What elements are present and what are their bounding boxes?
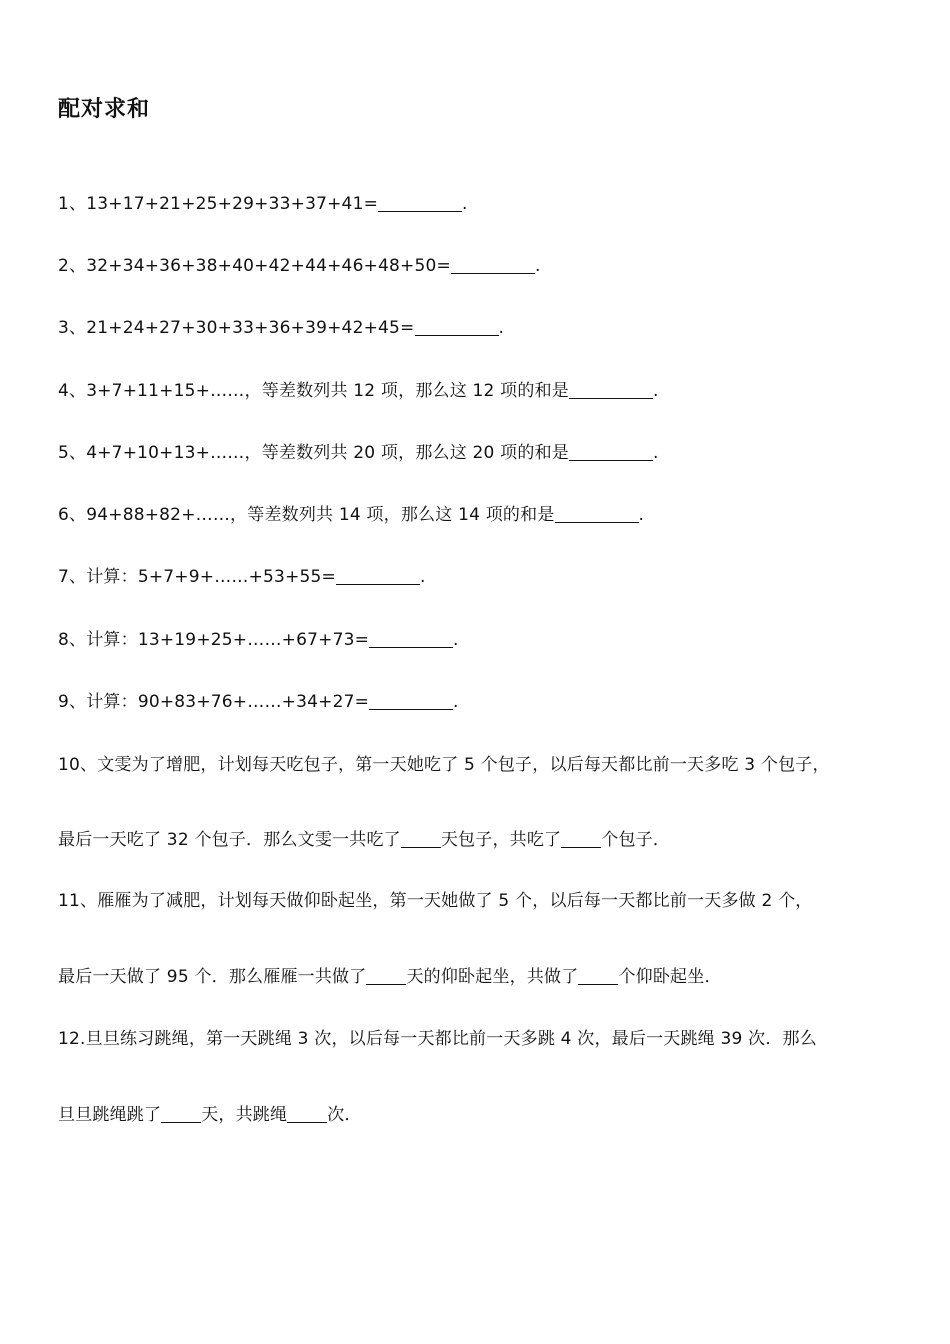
problem-9 <box>58 690 459 714</box>
problem-11-line-1 <box>58 889 812 913</box>
problem-text: 6、94+88+82+……，等差数列共 14 项，那么这 14 项的和是 <box>58 505 555 525</box>
problem-end: . <box>453 630 459 650</box>
problem-text: 个包子． <box>601 830 671 850</box>
problem-10-line-1 <box>58 753 830 777</box>
problem-end: . <box>652 381 659 401</box>
answer-blank[interactable] <box>569 380 653 399</box>
problem-end: . <box>420 567 426 587</box>
problem-text: 7、计算：5+7+9+……+53+55= <box>58 567 336 587</box>
answer-blank-total[interactable] <box>561 829 601 848</box>
problem-text: 个仰卧起坐． <box>618 967 722 987</box>
answer-blank[interactable] <box>369 691 453 710</box>
problem-text: 旦旦跳绳跳了 <box>58 1105 162 1125</box>
problem-text: 最后一天做了 95 个．那么雁雁一共做了 <box>58 967 367 987</box>
problem-text: 天包子，共吃了 <box>440 830 562 850</box>
problem-text: 2、32+34+36+38+40+42+44+46+48+50= <box>58 256 451 276</box>
problem-text: 9、计算：90+83+76+……+34+27= <box>58 692 370 712</box>
problem-12-line-1 <box>58 1027 817 1051</box>
answer-blank[interactable] <box>378 193 462 212</box>
problem-4 <box>58 379 659 403</box>
answer-blank[interactable] <box>336 566 420 585</box>
answer-blank-days[interactable] <box>161 1104 201 1123</box>
problem-end: . <box>453 692 459 712</box>
problem-text: 5、4+7+10+13+……，等差数列共 20 项，那么这 20 项的和是 <box>58 443 569 463</box>
problem-7 <box>58 565 426 589</box>
problem-text: 12.旦旦练习跳绳，第一天跳绳 3 次，以后每一天都比前一天多跳 4 次，最后一天跳绳 39 次．那么 <box>58 1029 817 1049</box>
problem-end: . <box>638 505 645 525</box>
problem-12-line-2 <box>58 1103 362 1127</box>
answer-blank[interactable] <box>569 442 653 461</box>
problem-text: 天的仰卧起坐，共做了 <box>406 967 579 987</box>
problem-6 <box>58 503 644 527</box>
problem-end: . <box>462 194 468 214</box>
problem-end: . <box>498 318 505 338</box>
problem-end: . <box>652 443 659 463</box>
problem-11-line-2 <box>58 965 722 989</box>
problem-text: 最后一天吃了 32 个包子．那么文雯一共吃了 <box>58 830 401 850</box>
answer-blank-days[interactable] <box>401 829 441 848</box>
problem-5 <box>58 441 659 465</box>
problem-text: 3、21+24+27+30+33+36+39+42+45= <box>58 318 415 338</box>
answer-blank[interactable] <box>555 504 639 523</box>
problem-text: 10、文雯为了增肥，计划每天吃包子，第一天她吃了 5 个包子，以后每天都比前一天多吃 3 个包子， <box>58 755 830 775</box>
problem-2 <box>58 254 541 278</box>
answer-blank[interactable] <box>369 629 453 648</box>
answer-blank-days[interactable] <box>366 966 406 985</box>
problem-10-line-2 <box>58 828 670 852</box>
problem-text: 8、计算：13+19+25+……+67+73= <box>58 630 370 650</box>
problem-text: 1、13+17+21+25+29+33+37+41= <box>58 194 379 214</box>
answer-blank[interactable] <box>415 317 499 336</box>
problem-8 <box>58 628 459 652</box>
problem-text: 天，共跳绳 <box>201 1105 288 1125</box>
problem-3 <box>58 316 504 340</box>
problem-text: 次． <box>327 1105 362 1125</box>
problem-text: 4、3+7+11+15+……，等差数列共 12 项，那么这 12 项的和是 <box>58 381 569 401</box>
answer-blank-total[interactable] <box>578 966 618 985</box>
page-title: 配对求和 <box>58 97 151 122</box>
problem-1 <box>58 192 468 216</box>
answer-blank-total[interactable] <box>287 1104 327 1123</box>
answer-blank[interactable] <box>451 255 535 274</box>
problem-end: . <box>534 256 541 276</box>
problem-text: 11、雁雁为了减肥，计划每天做仰卧起坐，第一天她做了 5 个，以后每一天都比前一天多做 2 个， <box>58 891 813 911</box>
